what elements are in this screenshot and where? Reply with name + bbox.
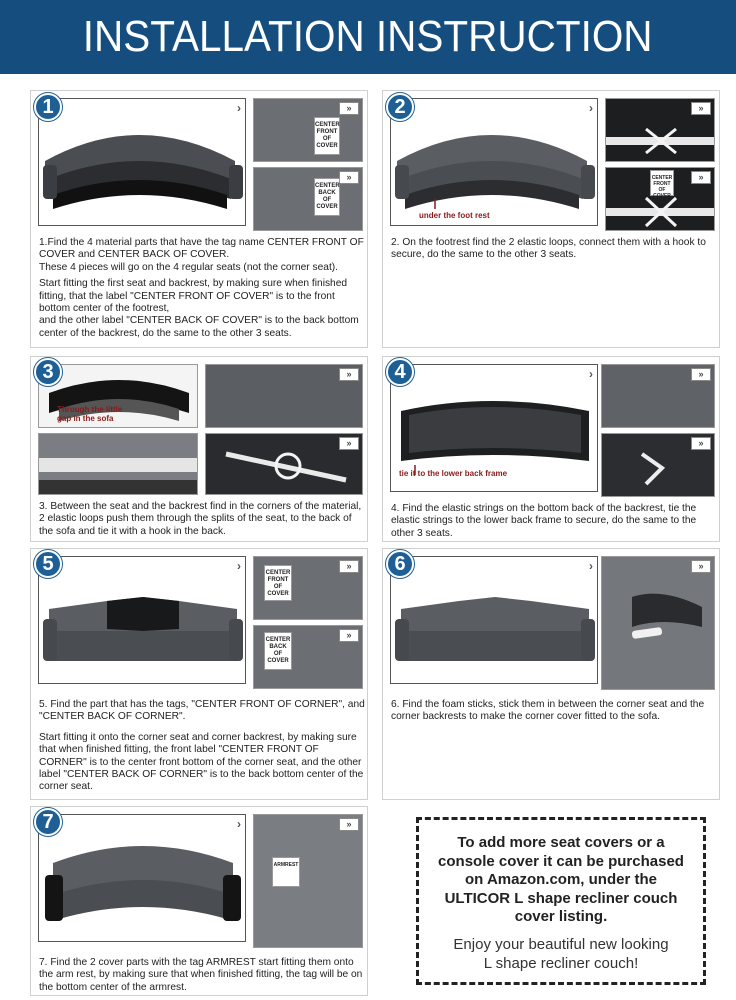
chevron-right-icon: » [339,437,359,450]
center-back-tag: CENTER BACK OF COVER [264,632,292,670]
step-5-main-photo [38,556,246,684]
center-front-tag: CENTER FRONT OF COVER [264,565,292,601]
chevron-right-icon: » [691,102,711,115]
step-2-panel [382,90,720,348]
step-3-callout: Through the little gap in the sofa [57,405,123,423]
step-3-panel [30,356,368,542]
chevron-right-icon: » [339,102,359,115]
step-4-text: 4. Find the elastic strings on the bottom back of the backrest, tie the elastic strings to the lower back frame to secure, do the same to the other 3 seats. [391,503,697,539]
step-3-photo-c [38,433,198,495]
header-banner [0,0,736,74]
step-5-detail-photo-top [253,556,363,620]
step-1-badge: 1 [34,93,62,121]
closing-message: Enjoy your beautiful new looking L shape recliner couch! [453,935,669,972]
step-4-detail-photo-top [601,364,715,428]
step-1-detail-photo-top [253,98,363,162]
step-1-panel [30,90,368,348]
step-4-badge: 4 [386,358,414,386]
step-2-badge: 2 [386,93,414,121]
step-3-photo-a [38,364,198,428]
chevron-right-icon: › [589,101,593,115]
step-4-callout: tie it to the lower back frame [399,469,508,478]
step-1-text: 1.Find the 4 material parts that have the tag name CENTER FRONT OF COVER and CENTER BACK OF COVER. These 4 pieces will go on the 4 regular seats (not the corner seat). Start fitting the first seat and backrest, by making sure when finished fitting, that the label "CENTER FRONT OF COVER" is to the front bottom center of the footrest, and the other label "CENTER BACK OF COVER" is to the back bottom center of the backrest, do the same to the other 3 seats. [39,237,364,339]
armrest-tag: ARMREST [272,857,300,887]
step-2-text: 2. On the footrest find the 2 elastic loops, connect them with a hook to secure, do the same to the other 3 seats. [391,237,706,261]
center-front-tag: CENTER FRONT OF COVER [650,170,674,196]
step-5-detail-photo-bottom [253,625,363,689]
chevron-right-icon: » [339,629,359,642]
center-front-tag: CENTER FRONT OF COVER [314,117,340,155]
step-6-badge: 6 [386,550,414,578]
center-back-tag: CENTER BACK OF COVER [314,178,340,216]
step-7-main-photo [38,814,246,942]
step-5-text: 5. Find the part that has the tags, "CENTER FRONT OF CORNER", and "CENTER BACK OF CORNER". Start fitting it onto the corner seat and corner backrest, by making sure that when finished fitting, the front label "CENTER FRONT OF CORNER" is to the center front bottom of the corner seat, and the other label "CENTER BACK OF CORNER" is to the back bottom center of the corner seat. [39,699,365,793]
chevron-right-icon: » [691,368,711,381]
chevron-right-icon: › [589,367,593,381]
step-7-badge: 7 [34,808,62,836]
step-3-photo-b [205,364,363,428]
chevron-right-icon: » [691,171,711,184]
purchase-note-box [416,817,706,985]
step-2-detail-photo-bottom [605,167,715,231]
step-2-callout: under the foot rest [419,211,490,220]
step-3-photo-d [205,433,363,495]
step-5-panel [30,548,368,800]
step-3-text: 3. Between the seat and the backrest find in the corners of the material, 2 elastic loops push them through the splits of the seat, to the back of the sofa and tie it with a hook in the back. [39,501,362,537]
chevron-right-icon: » [339,818,359,831]
step-6-main-photo [390,556,598,684]
step-1-main-photo [38,98,246,226]
step-7-text: 7. Find the 2 cover parts with the tag ARMREST start fitting them onto the arm rest, by making sure that when finished fitting, the tag will be on the bottom center of the armrest. [39,957,363,993]
page-title: INSTALLATION INSTRUCTION [83,12,653,61]
chevron-right-icon: » [339,171,359,184]
step-7-detail-photo [253,814,363,948]
purchase-note-text: To add more seat covers or a console cover it can be purchased on Amazon.com, under the ULTICOR L shape recliner couch cover listing. [438,834,684,925]
step-6-detail-photo [601,556,715,690]
chevron-right-icon: » [691,560,711,573]
chevron-right-icon: » [339,560,359,573]
chevron-right-icon: » [691,437,711,450]
step-4-main-photo [390,364,598,492]
step-6-text: 6. Find the foam sticks, stick them in between the corner seat and the corner backrests to make the corner cover fitted to the sofa. [391,699,705,723]
step-5-badge: 5 [34,550,62,578]
step-1-detail-photo-bottom [253,167,363,231]
step-2-main-photo [390,98,598,226]
step-4-detail-photo-bottom [601,433,715,497]
chevron-right-icon: › [237,101,241,115]
step-3-badge: 3 [34,358,62,386]
chevron-right-icon: › [237,559,241,573]
chevron-right-icon: › [589,559,593,573]
step-4-panel [382,356,720,542]
step-7-panel [30,806,368,996]
chevron-right-icon: › [237,817,241,831]
step-2-detail-photo-top [605,98,715,162]
step-6-panel [382,548,720,800]
chevron-right-icon: » [339,368,359,381]
